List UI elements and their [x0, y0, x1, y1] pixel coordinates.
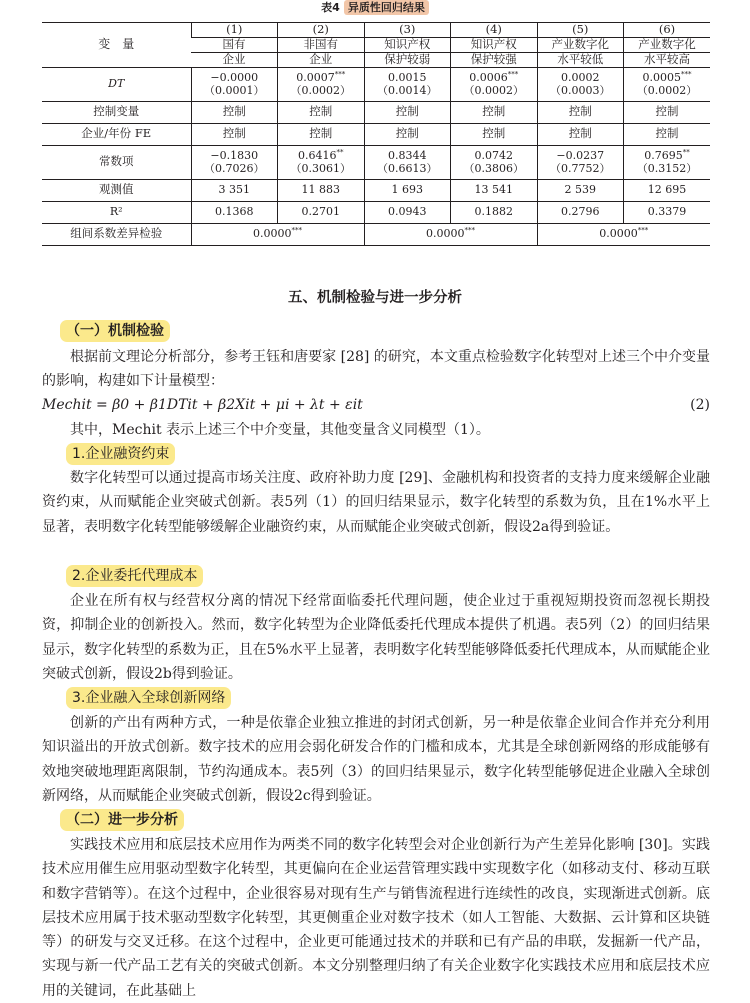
col-name: 保护较强 [451, 52, 538, 67]
heading-financing-constraint: 1.企业融资约束 [66, 443, 175, 465]
table-title: 异质性回归结果 [344, 0, 429, 15]
col-name: 保护较弱 [364, 52, 451, 67]
heading-agency-cost: 2.企业委托代理成本 [66, 565, 203, 587]
cell-fe: 控制 [537, 123, 624, 145]
cell-control: 控制 [624, 101, 711, 123]
cell-r2: 0.1882 [451, 201, 538, 223]
row-label-fe: 企业/年份 FE [81, 126, 152, 141]
cell-const: 0.7695** （0.3152） [624, 145, 711, 179]
paragraph-equation-note: 其中，Mechit 表示上述三个中介变量，其他变量含义同模型（1）。 [70, 422, 490, 438]
cell-r2: 0.2796 [537, 201, 624, 223]
cell-fe: 控制 [451, 123, 538, 145]
subsection-further-title: （二）进一步分析 [60, 809, 184, 831]
col-name: 产业数字化 [624, 38, 711, 53]
heading-global-network: 3.企业融入全球创新网络 [66, 687, 231, 709]
cell-fe: 控制 [364, 123, 451, 145]
col-num: (4) [451, 23, 538, 38]
cell-diff: 0.0000*** [191, 223, 364, 245]
cell-dt: −0.0000 （0.0001） [191, 67, 278, 101]
cell-obs: 3 351 [191, 179, 278, 201]
cell-control: 控制 [451, 101, 538, 123]
paragraph-financing: 数字化转型可以通过提高市场关注度、政府补助力度 [29]、金融机构和投资者的支持力度来缓解企业融资约束，从而赋能企业突破式创新。表5列（1）的回归结果显示，数字化转型的系数为负，且在1%水平上显著，表明数字化转型能够缓解企业融资约束，从而赋能企业突破式创新，假设2a得到验证。 [42, 470, 710, 535]
col-name: 水平较低 [537, 52, 624, 67]
col-num: (2) [278, 23, 365, 38]
row-label-r2: R² [109, 205, 123, 219]
cell-dt: 0.0005*** （0.0002） [624, 67, 711, 101]
subsection-mechanism-title: （一）机制检验 [60, 320, 170, 342]
paragraph-global-network: 创新的产出有两种方式，一种是依靠企业独立推进的封闭式创新，另一种是依靠企业间合作并充分利用知识溢出的开放式创新。数字技术的应用会弱化研发合作的门槛和成本，尤其是全球创新网络的形成能够有效地突破地理距离限制，节约沟通成本。表5列（3）的回归结果显示，数字化转型能够促进企业融入全球创新网络，从而赋能企业突破式创新，假设2c得到验证。 [42, 715, 710, 804]
col-name: 国有 [222, 37, 246, 51]
col-num: (6) [624, 23, 711, 38]
col-name: 企业 [222, 51, 246, 66]
table-caption [0, 0, 750, 18]
cell-obs: 13 541 [451, 179, 538, 201]
cell-const: 0.8344 （0.6613） [364, 145, 451, 179]
row-label-obs: 观测值 [99, 182, 134, 197]
equation [42, 394, 710, 416]
cell-r2: 0.1368 [191, 201, 278, 223]
col-num: (3) [364, 23, 451, 38]
section-title: 五、机制检验与进一步分析 [288, 290, 462, 306]
equation-formula: Mechit = β0 + β1DTit + β2Xit + μi + λt + εit [42, 397, 363, 413]
col-name: 非国有 [278, 38, 365, 53]
cell-diff: 0.0000*** [364, 223, 537, 245]
row-label-const: 常数项 [99, 154, 134, 169]
regression-table [42, 22, 710, 246]
cell-const: 0.0742 （0.3806） [451, 145, 538, 179]
cell-control: 控制 [364, 101, 451, 123]
col-name: 企业 [278, 52, 365, 67]
table-row-obs [42, 179, 710, 201]
variable-header: 变 量 [42, 23, 191, 68]
row-label-control: 控制变量 [93, 104, 140, 119]
cell-obs: 2 539 [537, 179, 624, 201]
equation-number: (2) [690, 397, 710, 413]
col-num: (5) [537, 23, 624, 38]
row-label-dt: DT [108, 77, 125, 91]
paragraph-intro: 根据前文理论分析部分，参考王钰和唐要家 [28] 的研究，本文重点检验数字化转型对上述三个中介变量的影响，构建如下计量模型： [42, 349, 710, 390]
table-row-fe [42, 123, 710, 145]
cell-r2: 0.3379 [624, 201, 711, 223]
cell-dt: 0.0002 （0.0003） [537, 67, 624, 101]
cell-dt: 0.0006*** （0.0002） [451, 67, 538, 101]
col-name: 产业数字化 [537, 38, 624, 53]
col-name: 知识产权 [451, 38, 538, 53]
table-row-diff [42, 223, 710, 245]
cell-const: 0.6416** （0.3061） [278, 145, 365, 179]
row-label-diff: 组间系数差异检验 [70, 226, 163, 241]
table-label: 表4 [321, 1, 340, 14]
cell-control: 控制 [537, 101, 624, 123]
cell-diff: 0.0000*** [537, 223, 710, 245]
cell-fe: 控制 [191, 123, 278, 145]
cell-dt: 0.0007*** （0.0002） [278, 67, 365, 101]
cell-r2: 0.2701 [278, 201, 365, 223]
col-name: 水平较高 [624, 52, 711, 67]
cell-const: −0.0237 （0.7752） [537, 145, 624, 179]
col-name: 知识产权 [364, 38, 451, 53]
paragraph-further: 实践技术应用和底层技术应用作为两类不同的数字化转型会对企业创新行为产生差异化影响 [30]。实践技术应用催生应用驱动型数字化转型，其更偏向在企业运营管理实践中实现数字化（如移动支付、移动互联和数字营销等）。在这个过程中，企业很容易对现有生产与销售流程进行连续性的改良，实现渐进式创新。底层技术应用属于技术驱动型数字化转型，其更侧重企业对数字技术（如人工智能、大数据、云计算和区块链等）的研发与交叉迁移。在这个过程中，企业更可能通过技术的并联和已有产品的串联，发掘新一代产品，实现与新一代产品工艺有关的突破式创新。本文分别整理归纳了有关企业数字化实践技术应用和底层技术应用的关键词，在此基础上 [42, 837, 710, 999]
table-row-const [42, 145, 710, 179]
cell-obs: 12 695 [624, 179, 711, 201]
table-row-control [42, 101, 710, 123]
cell-r2: 0.0943 [364, 201, 451, 223]
col-num: (1) [191, 23, 278, 38]
cell-fe: 控制 [624, 123, 711, 145]
table-header-numbers [42, 23, 710, 38]
cell-obs: 1 693 [364, 179, 451, 201]
table-row-dt [42, 67, 710, 101]
cell-obs: 11 883 [278, 179, 365, 201]
cell-fe: 控制 [278, 123, 365, 145]
cell-control: 控制 [191, 101, 278, 123]
cell-control: 控制 [278, 101, 365, 123]
cell-dt: 0.0015 （0.0014） [364, 67, 451, 101]
cell-const: −0.1830 （0.7026） [191, 145, 278, 179]
paragraph-agency: 企业在所有权与经营权分离的情况下经常面临委托代理问题，使企业过于重视短期投资而忽视长期投资，抑制企业的创新投入。然而，数字化转型为企业降低委托代理成本提供了机遇。表5列（2）的回归结果显示，数字化转型的系数为正，且在5%水平上显著，表明数字化转型能够降低委托代理成本，从而赋能企业突破式创新，假设2b得到验证。 [42, 593, 710, 682]
table-row-r2 [42, 201, 710, 223]
